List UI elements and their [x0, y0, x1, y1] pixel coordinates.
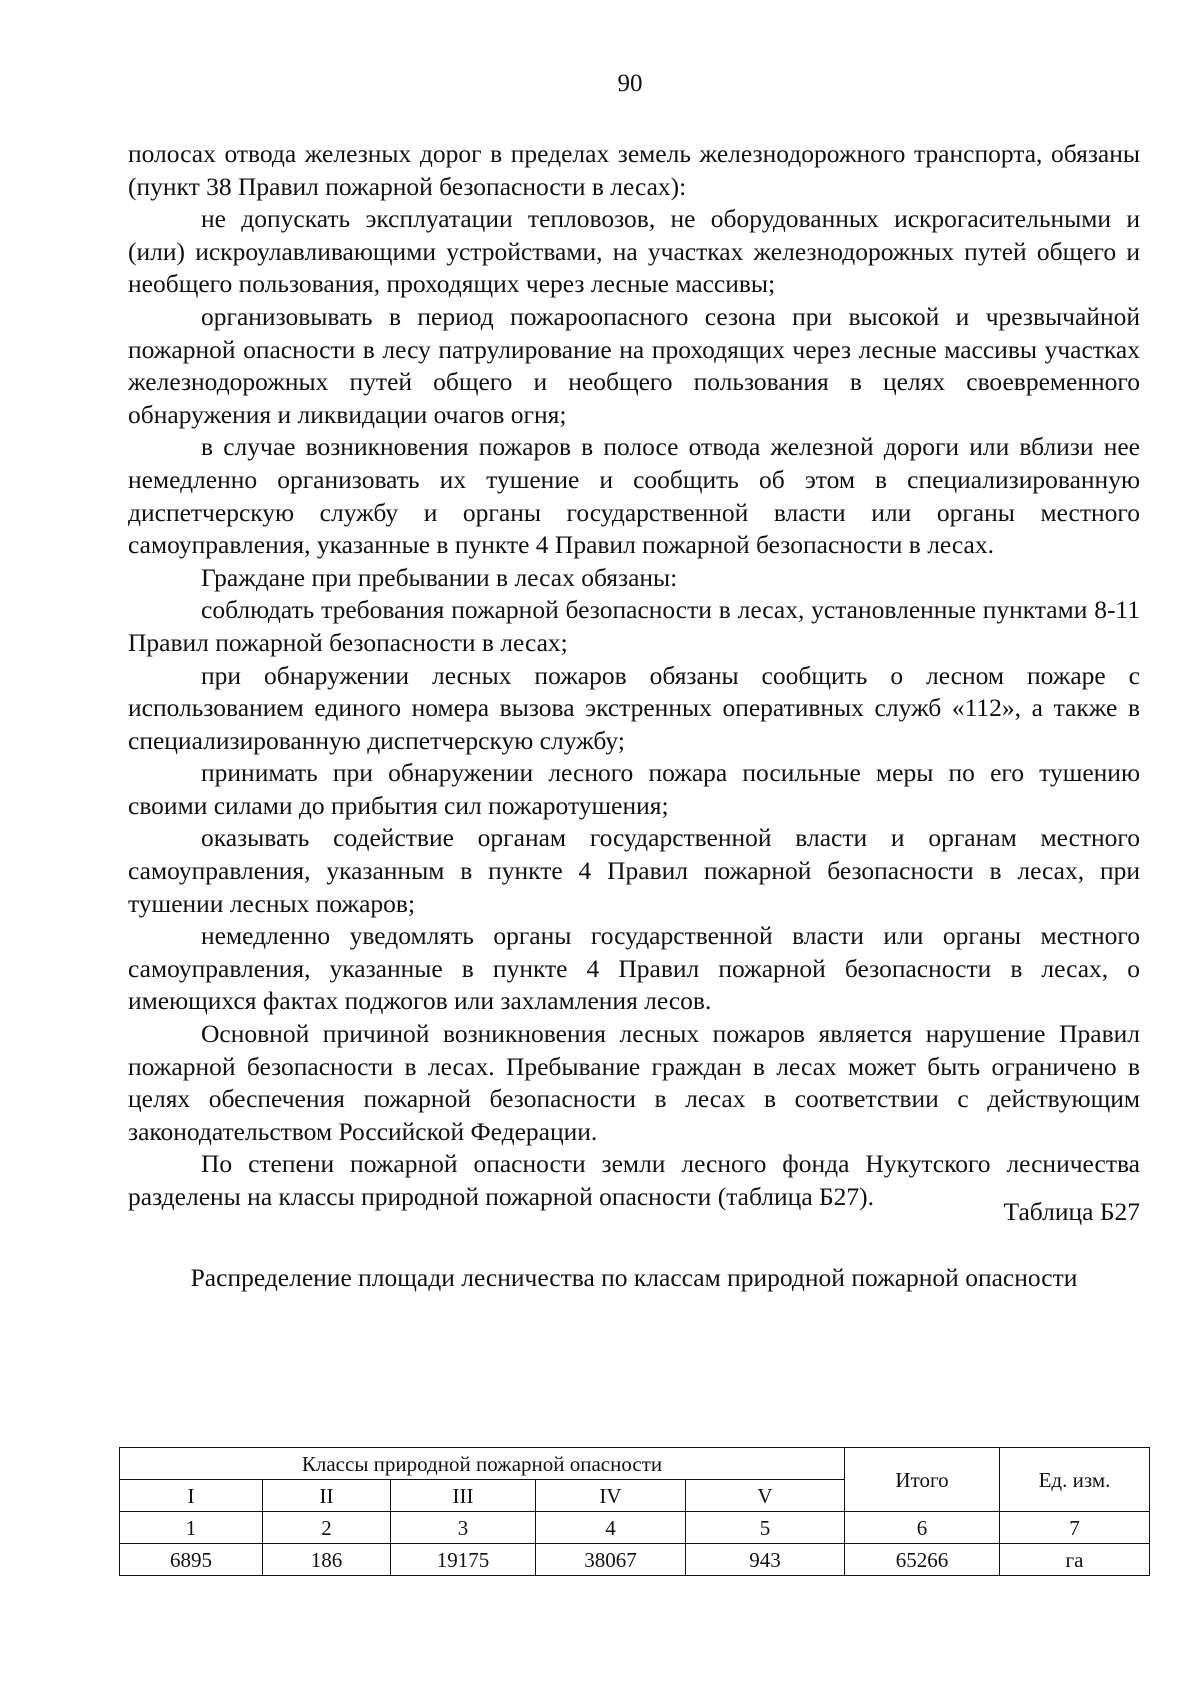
class-header-cell: V — [686, 1480, 845, 1512]
column-number-cell: 4 — [536, 1512, 686, 1544]
paragraph: не допускать эксплуатации тепловозов, не оборудованных искрогасительными и (или) искроулавливающими устройствами, на участках железнодорожных путей общего и необщего пользования, проходящих через лесные массивы; — [128, 204, 1140, 299]
value-cell: 19175 — [391, 1544, 536, 1576]
table-row — [120, 1544, 1150, 1576]
value-cell: 943 — [686, 1544, 845, 1576]
unit-value-cell: га — [1000, 1544, 1150, 1576]
class-header-cell: I — [120, 1480, 263, 1512]
fire-class-table — [119, 1447, 1150, 1576]
total-value-cell: 65266 — [845, 1544, 1000, 1576]
paragraph: принимать при обнаружении лесного пожара посильные меры по его тушению своими силами до прибытия сил пожаротушения; — [128, 758, 1140, 820]
unit-header-cell: Ед. изм. — [1000, 1448, 1150, 1512]
group-header-cell: Классы природной пожарной опасности — [120, 1448, 845, 1480]
paragraph: оказывать содействие органам государственной власти и органам местного самоуправления, указанным в пункте 4 Правил пожарной безопасности в лесах, при тушении лесных пожаров; — [128, 823, 1140, 918]
total-header-cell: Итого — [845, 1448, 1000, 1512]
paragraph: в случае возникновения пожаров в полосе отвода железной дороги или вблизи нее немедленно организовать их тушение и сообщить об этом в специализированную диспетчерскую службу и органы государственной власти или органы местного самоуправления, указанные в пункте 4 Правил пожарной безопасности в лесах. — [128, 432, 1140, 560]
class-header-cell: II — [263, 1480, 391, 1512]
column-number-cell: 6 — [845, 1512, 1000, 1544]
column-number-row — [120, 1512, 1150, 1544]
page-number: 90 — [617, 70, 643, 97]
paragraph: Основной причиной возникновения лесных пожаров является нарушение Правил пожарной безопасности в лесах. Пребывание граждан в лесах может быть ограничено в целях обеспечения пожарной безопасности в лесах в соответствии с действующим законодательством Российской Федерации. — [128, 1019, 1140, 1146]
paragraph: организовывать в период пожароопасного сезона при высокой и чрезвычайной пожарной опасности в лесу патрулирование на проходящих через лесные массивы участках железнодорожных путей общего и необщего пользования в целях своевременного обнаружения и ликвидации очагов огня; — [128, 301, 1140, 429]
column-number-cell: 2 — [263, 1512, 391, 1544]
table-label: Таблица Б27 — [1003, 1197, 1140, 1226]
paragraph: соблюдать требования пожарной безопасности в лесах, установленные пунктами 8-11 Правил пожарной безопасности в лесах; — [128, 595, 1140, 657]
body-text — [128, 138, 1140, 1214]
paragraph: полосах отвода железных дорог в пределах земель железнодорожного транспорта, обязаны (пункт 38 Правил пожарной безопасности в лесах): — [128, 139, 1140, 201]
paragraph: немедленно уведомлять органы государственной власти или органы местного самоуправления, указанные в пункте 4 Правил пожарной безопасности в лесах, о имеющихся фактах поджогов или захламления лесов. — [128, 921, 1140, 1016]
class-header-cell: III — [391, 1480, 536, 1512]
table-header-row — [120, 1448, 1150, 1480]
column-number-cell: 1 — [120, 1512, 263, 1544]
paragraph: при обнаружении лесных пожаров обязаны сообщить о лесном пожаре с использованием единого номера вызова экстренных оперативных служб «112», а также в специализированную диспетчерскую службу; — [128, 660, 1140, 755]
class-header-cell: IV — [536, 1480, 686, 1512]
column-number-cell: 7 — [1000, 1512, 1150, 1544]
paragraph: Граждане при пребывании в лесах обязаны: — [201, 562, 678, 592]
value-cell: 38067 — [536, 1544, 686, 1576]
value-cell: 6895 — [120, 1544, 263, 1576]
table-title: Распределение площади лесничества по классам природной пожарной опасности — [190, 1263, 1078, 1292]
paragraph: По степени пожарной опасности земли лесного фонда Нукутского лесничества разделены на классы природной пожарной опасности (таблица Б27). — [128, 1149, 1140, 1211]
column-number-cell: 3 — [391, 1512, 536, 1544]
value-cell: 186 — [263, 1544, 391, 1576]
column-number-cell: 5 — [686, 1512, 845, 1544]
